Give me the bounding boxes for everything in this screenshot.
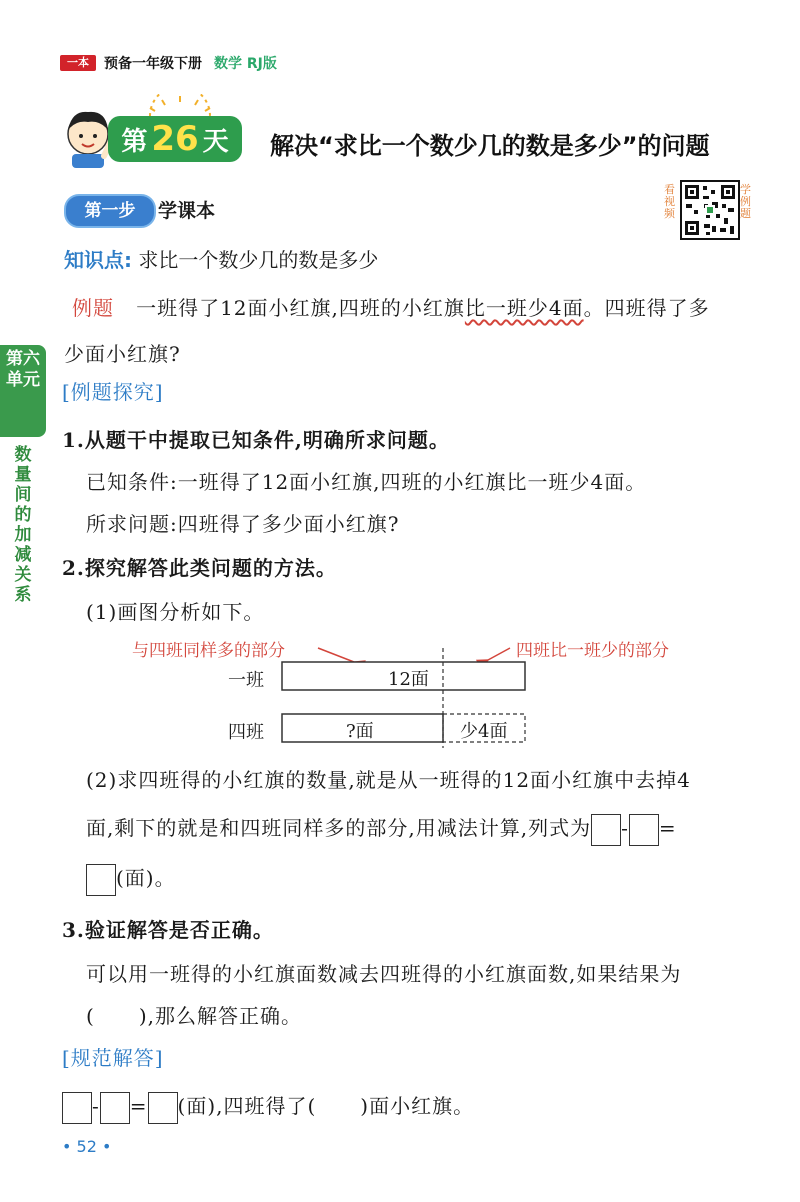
q3-line2-text: ),那么解答正确。 — [138, 1004, 302, 1028]
answer-minus: - — [92, 1094, 100, 1118]
book-title: 预备一年级下册 — [104, 56, 202, 72]
diagram-row2-diff: 少4面 — [460, 721, 508, 742]
answer-box-2[interactable] — [629, 814, 659, 846]
answer-box-5[interactable] — [100, 1092, 130, 1124]
diagram-row1-value: 12面 — [388, 669, 429, 690]
q3-title: 3.验证解答是否正确。 — [62, 918, 274, 942]
q2-sub2-line1: (2)求四班得的小红旗的数量,就是从一班得的12面小红旗中去掉4 — [86, 768, 691, 792]
step-badge: 第一步 — [64, 194, 156, 228]
diagram-label-left: 与四班同样多的部分 — [132, 641, 285, 661]
minus-sign: - — [621, 816, 629, 840]
diagram-row1-label: 一班 — [228, 670, 264, 691]
diagram-row2-label: 四班 — [228, 722, 264, 743]
q1-title: 1.从题干中提取已知条件,明确所求问题。 — [62, 428, 450, 452]
example-label: 例题 — [72, 296, 114, 320]
example-text-wavy: 比一班少4面 — [464, 296, 584, 320]
section-explore: [例题探究] — [62, 380, 164, 404]
answer-end: )面小红旗。 — [360, 1094, 475, 1118]
qr-left-label: 看视频 — [664, 183, 675, 220]
q3-line2 — [86, 1000, 302, 1029]
q1-ask: 所求问题:四班得了多少面小红旗? — [86, 512, 400, 536]
diagram-row2-value: ?面 — [346, 721, 374, 742]
q1-known: 已知条件:一班得了12面小红旗,四班的小红旗比一班少4面。 — [86, 470, 647, 494]
answer-box-4[interactable] — [62, 1092, 92, 1124]
example-text-a: 一班得了12面小红旗,四班的小红旗 — [136, 296, 465, 320]
day-suffix: 天 — [202, 126, 229, 157]
knowledge-text: 求比一个数少几的数是多少 — [138, 248, 379, 272]
q3-line1: 可以用一班得的小红旗面数减去四班得的小红旗面数,如果结果为 — [86, 962, 682, 986]
q2-sub1: (1)画图分析如下。 — [86, 600, 265, 624]
day-prefix: 第 — [121, 126, 148, 157]
answer-box-1[interactable] — [591, 814, 621, 846]
lesson-title: 解决“求比一个数少几的数是多少”的问题 — [270, 132, 710, 160]
brand-logo: 一本 — [60, 55, 96, 71]
answer-box-6[interactable] — [148, 1092, 178, 1124]
answer-mid: (面),四班得了( — [177, 1094, 317, 1118]
answer-equals: = — [129, 1094, 148, 1118]
qr-right-label: 学例题 — [740, 183, 751, 220]
page-number: • 52 • — [62, 1137, 112, 1156]
example-text-b: 。四班得了多 — [583, 296, 710, 320]
answer-box-3[interactable] — [86, 864, 116, 896]
equals-sign: = — [658, 816, 677, 840]
q2-title: 2.探究解答此类问题的方法。 — [62, 556, 337, 580]
q2-sub2-line3 — [86, 862, 176, 896]
section-answer: [规范解答] — [62, 1046, 164, 1070]
q2-sub2-text: 面,剩下的就是和四班同样多的部分,用减法计算,列式为 — [86, 816, 592, 840]
q2-sub2-line2 — [86, 812, 677, 846]
example-line-2: 少面小红旗? — [64, 342, 181, 366]
step-title: 学课本 — [158, 200, 216, 222]
diagram-label-right: 四班比一班少的部分 — [516, 641, 669, 661]
topic-label: 数量间的加减关系 — [14, 445, 32, 605]
day-number: 26 — [151, 119, 199, 159]
subject-label: 数学 RJ版 — [214, 56, 277, 72]
unit-label: 第六单元 — [6, 349, 40, 390]
knowledge-label: 知识点: — [64, 248, 132, 272]
answer-line — [62, 1090, 474, 1124]
paren-open: ( — [86, 1004, 95, 1028]
unit-end: (面)。 — [116, 866, 176, 890]
